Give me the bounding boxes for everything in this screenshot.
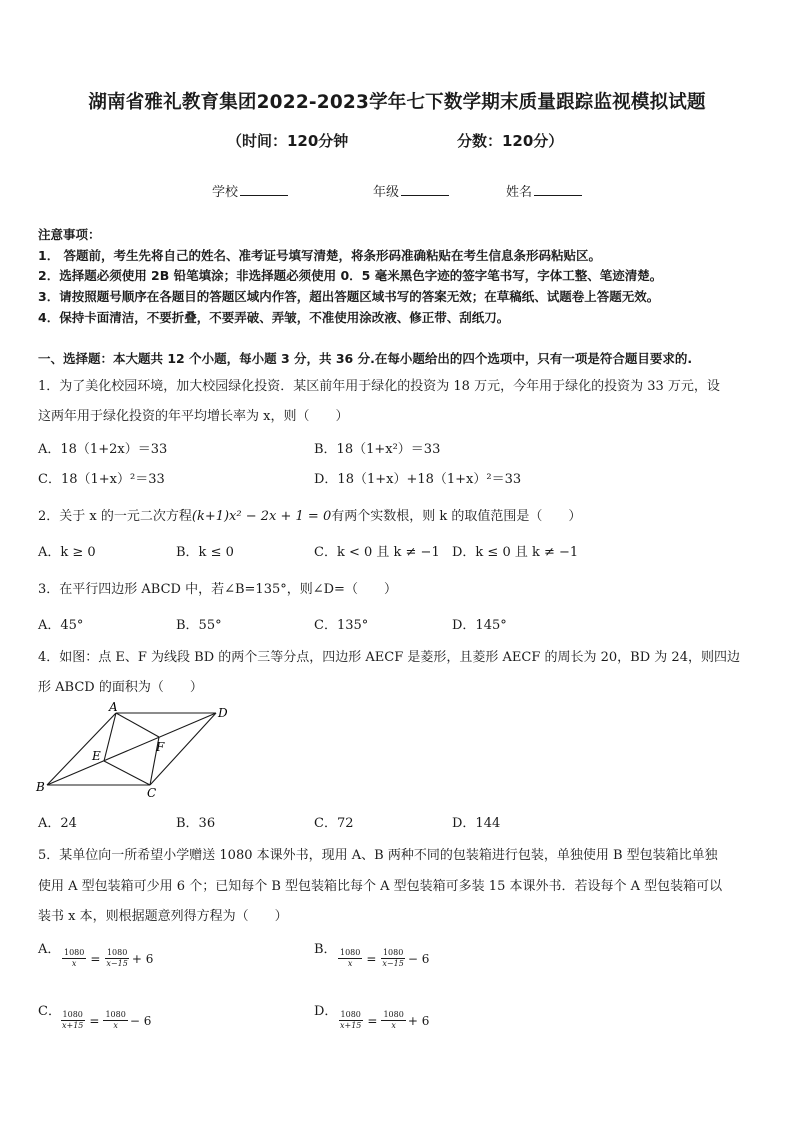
edge-ec xyxy=(104,761,150,785)
q5-stem-line2: 使用 A 型包装箱可少用 6 个；已知每个 B 型包装箱比每个 A 型包装箱可多装 15 本课外书．若设每个 A 型包装箱可以 xyxy=(38,879,723,894)
q4-stem-line2: 形 ABCD 的面积为（ ） xyxy=(38,680,203,695)
q5-stem-line3: 装书 x 本，则根据题意列得方程为（ ） xyxy=(38,909,288,924)
q4-parallelogram-figure xyxy=(34,700,234,804)
q2-option-d: D．k ≤ 0 且 k ≠ −1 xyxy=(452,545,579,560)
numerator: 1080 xyxy=(383,1010,404,1019)
edge-ba xyxy=(47,713,116,785)
grade-blank xyxy=(401,183,449,196)
q4-option-d: D．144 xyxy=(452,816,501,831)
q1-option-d: D．18（1+x）+18（1+x）²＝33 xyxy=(314,472,522,487)
exam-score: 分数：120分） xyxy=(457,132,564,150)
numerator: 1080 xyxy=(62,1010,83,1019)
label-e: E xyxy=(92,749,101,763)
label-a: A xyxy=(109,700,118,714)
school-field xyxy=(212,181,288,200)
q5-a-frac-right xyxy=(104,948,129,969)
q5-stem-line1: 5．某单位向一所希望小学赠送 1080 本课外书，现用 A、B 两种不同的包装箱进行包装，单独使用 B 型包装箱比单独 xyxy=(38,848,718,863)
diagonal-bd xyxy=(47,713,216,785)
q5-c-tail: − 6 xyxy=(129,1013,152,1028)
q5-b-tail: − 6 xyxy=(407,951,430,966)
q3-option-a: A．45° xyxy=(38,618,84,633)
q2-option-a: A．k ≥ 0 xyxy=(38,545,96,560)
q1-option-c: C．18（1+x）²＝33 xyxy=(38,472,165,487)
q4-option-a: A．24 xyxy=(38,816,77,831)
q3-option-d: D．145° xyxy=(452,618,507,633)
denominator: x+15 xyxy=(340,1021,362,1030)
exam-time: （时间：120分钟 xyxy=(227,132,349,150)
school-label: 学校 xyxy=(212,185,239,200)
label-f: F xyxy=(156,740,165,754)
name-blank xyxy=(534,183,582,196)
q5-option-a-label: A． xyxy=(38,942,61,957)
q5-b-frac-right xyxy=(380,948,405,969)
numerator: 1080 xyxy=(340,1010,361,1019)
q1-option-a: A．18（1+2x）＝33 xyxy=(38,442,168,457)
denominator: x−15 xyxy=(382,959,404,968)
q5-d-frac-right xyxy=(381,1010,405,1031)
q1-stem-line2: 这两年用于绿化投资的年平均增长率为 x，则（ ） xyxy=(38,409,349,424)
q3-stem: 3．在平行四边形 ABCD 中，若∠B=135°，则∠D=（ ） xyxy=(38,582,397,597)
edge-ae xyxy=(104,713,116,761)
q5-d-frac-left xyxy=(338,1010,363,1031)
q5-a-tail: + 6 xyxy=(131,951,154,966)
q5-c-frac-left xyxy=(60,1010,85,1031)
denominator: x+15 xyxy=(62,1021,84,1030)
q2-stem-pre: 2．关于 x 的一元二次方程 xyxy=(38,509,192,524)
exam-title: 湖南省雅礼教育集团2022-2023学年七下数学期末质量跟踪监视模拟试题 xyxy=(88,92,706,113)
q1-option-b: B．18（1+x²）＝33 xyxy=(314,442,441,457)
q2-stem-post: 有两个实数根，则 k 的取值范围是（ ） xyxy=(331,509,582,524)
q5-option-a-equation: $\frac{1080}{x}$ = $\frac{1080}{x-15}$ + 6 xyxy=(64,948,154,968)
q5-b-frac-left xyxy=(338,948,362,969)
name-field xyxy=(506,181,582,200)
q4-option-c: C．72 xyxy=(314,816,354,831)
notice-item-3: 3．请按照题号顺序在各题目的答题区域内作答，超出答题区域书写的答案无效；在草稿纸、试题卷上答题无效。 xyxy=(38,289,660,304)
grade-label: 年级 xyxy=(373,185,400,200)
q5-d-tail: + 6 xyxy=(407,1013,430,1028)
notice-item-4: 4．保持卡面清洁，不要折叠，不要弄破、弄皱，不准使用涂改液、修正带、刮纸刀。 xyxy=(38,310,510,325)
numerator: 1080 xyxy=(340,948,361,957)
q5-option-d-label: D． xyxy=(314,1004,338,1019)
q2-option-c: C．k < 0 且 k ≠ −1 xyxy=(314,545,440,560)
section-heading: 一、选择题：本大题共 12 个小题，每小题 3 分，共 36 分.在每小题给出的四个选项中，只有一项是符合题目要求的. xyxy=(38,351,693,366)
q2-stem xyxy=(38,505,581,524)
label-d: D xyxy=(218,706,228,720)
denominator: x xyxy=(71,959,77,968)
numerator: 1080 xyxy=(64,948,85,957)
q1-stem-line1: 1．为了美化校园环境，加大校园绿化投资．某区前年用于绿化的投资为 18 万元，今年用于绿化的投资为 33 万元，设 xyxy=(38,379,720,394)
q3-option-c: C．135° xyxy=(314,618,369,633)
q5-c-frac-right xyxy=(103,1010,127,1031)
notice-heading: 注意事项： xyxy=(38,227,101,242)
q5-option-d-equation: $\frac{1080}{x+15}$ = $\frac{1080}{x}$ + 6 xyxy=(340,1010,430,1030)
label-b: B xyxy=(36,780,45,794)
q2-equation: (k+1)x² − 2x + 1 = 0 xyxy=(191,509,332,524)
q4-stem-line1: 4．如图：点 E、F 为线段 BD 的两个三等分点，四边形 AECF 是菱形，且菱形 AECF 的周长为 20，BD 为 24，则四边 xyxy=(38,650,740,665)
numerator: 1080 xyxy=(106,948,128,957)
q5-option-b-label: B． xyxy=(314,942,337,957)
q5-a-frac-left xyxy=(62,948,86,969)
q3-option-b: B．55° xyxy=(176,618,222,633)
numerator: 1080 xyxy=(105,1010,126,1019)
denominator: x−15 xyxy=(106,959,128,968)
label-c: C xyxy=(147,786,157,800)
grade-field xyxy=(373,181,449,200)
notice-item-2: 2．选择题必须使用 2B 铅笔填涂；非选择题必须使用 0．5 毫米黑色字迹的签字笔书写，字体工整、笔迹清楚。 xyxy=(38,268,663,283)
school-blank xyxy=(240,183,288,196)
q5-option-c-label: C． xyxy=(38,1004,61,1019)
name-label: 姓名 xyxy=(506,185,533,200)
q5-option-c-equation: $\frac{1080}{x+15}$ = $\frac{1080}{x}$ − 6 xyxy=(62,1010,152,1030)
q4-option-b: B．36 xyxy=(176,816,216,831)
numerator: 1080 xyxy=(382,948,404,957)
q2-option-b: B．k ≤ 0 xyxy=(176,545,234,560)
denominator: x xyxy=(347,959,353,968)
q5-option-b-equation: $\frac{1080}{x}$ = $\frac{1080}{x-15}$ − 6 xyxy=(340,948,430,968)
denominator: x xyxy=(391,1021,396,1030)
edge-af xyxy=(116,713,159,737)
notice-item-1: 1． 答题前，考生先将自己的姓名、准考证号填写清楚，将条形码准确粘贴在考生信息条形码粘贴区。 xyxy=(38,248,602,263)
denominator: x xyxy=(113,1021,118,1030)
